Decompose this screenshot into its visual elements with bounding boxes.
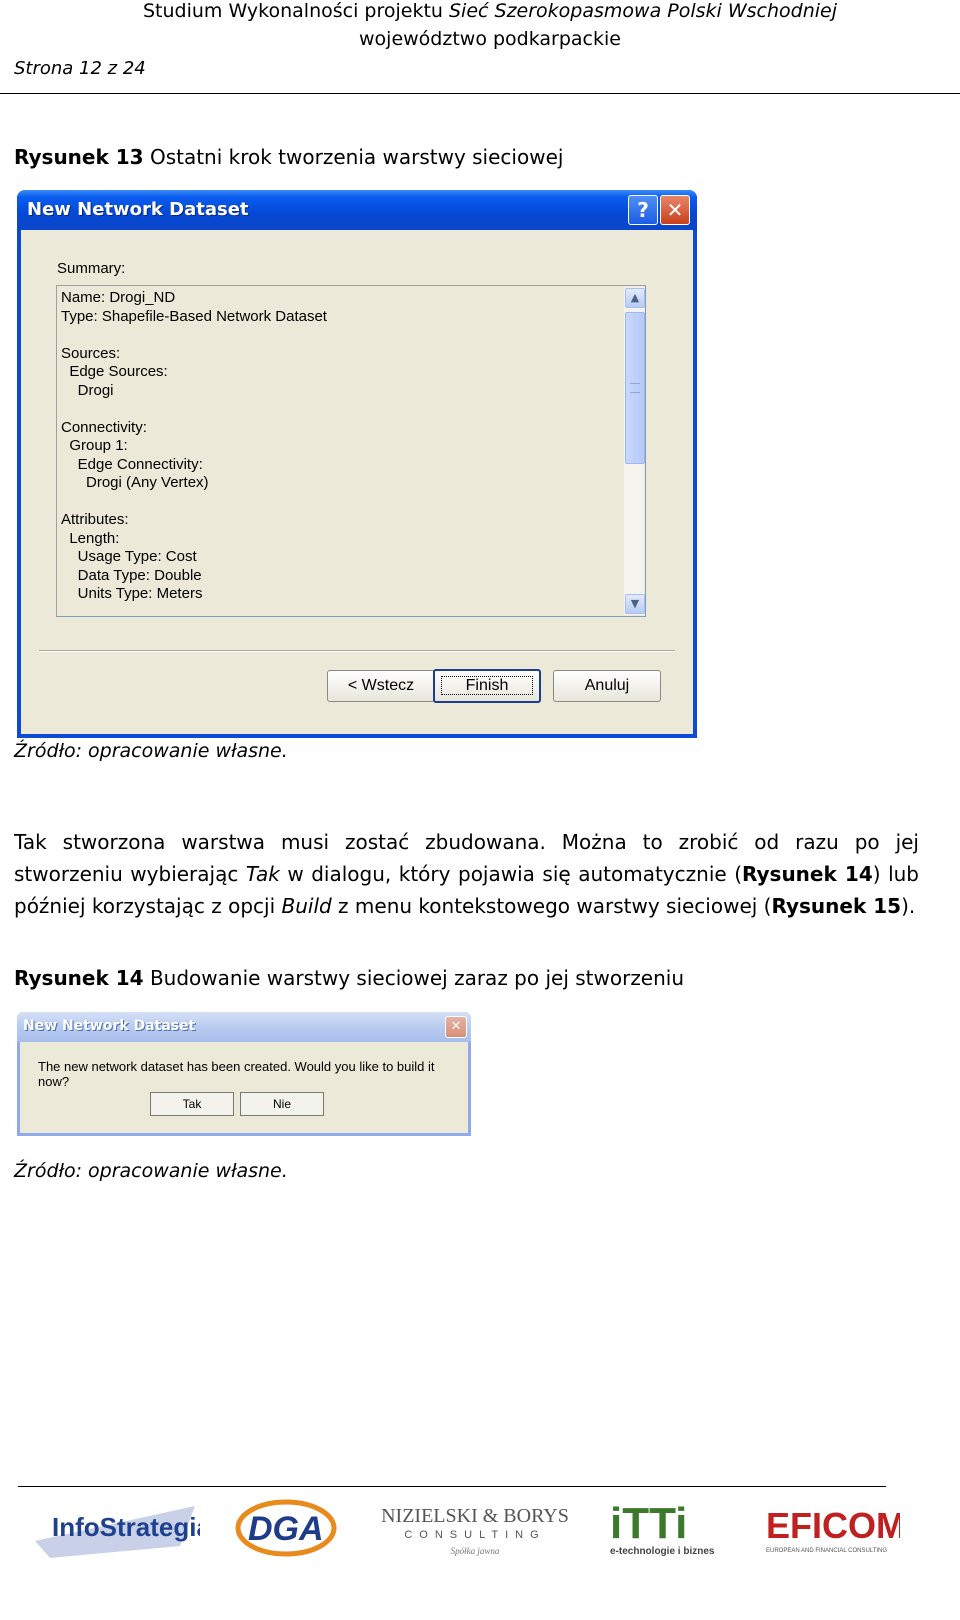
itti-logo	[606, 1496, 730, 1560]
svg-text:iTTi: iTTi	[610, 1499, 688, 1548]
summary-text: Name: Drogi_ND Type: Shapefile-Based Network Dataset Sources: Edge Sources: Drogi Connectivity: Group 1: Edge Connectivity: Drogi (Any Vertex) Attributes: Length: Usage Type: Cost Data Type: Double Units Type: Meters	[61, 289, 327, 602]
svg-text:e-technologie i biznes: e-technologie i biznes	[610, 1546, 715, 1557]
infostrategia-logo	[30, 1496, 200, 1560]
figure-13-source: Źródło: opracowanie własne.	[14, 740, 288, 762]
footer-divider	[18, 1486, 886, 1487]
cancel-button[interactable]: Anuluj	[553, 670, 661, 702]
dialog2-body	[20, 1042, 468, 1133]
svg-text:EFICOM: EFICOM	[766, 1505, 900, 1546]
body-paragraph: Tak stworzona warstwa musi zostać zbudowana. Można to zrobić od razu po jej stworzeniu wybierając Tak w dialogu, który pojawia się automatycznie (Rysunek 14) lub później korzystając z opcji Build z menu kontekstowego warstwy sieciowej (Rysunek 15).	[14, 830, 919, 918]
figure-14-caption: Rysunek 14 Budowanie warstwy sieciowej zaraz po jej stworzeniu	[14, 966, 685, 990]
scroll-up-icon[interactable]: ▲	[625, 288, 645, 308]
figure-13-caption: Rysunek 13 Ostatni krok tworzenia warstwy sieciowej	[14, 145, 564, 169]
back-button[interactable]: < Wstecz	[327, 670, 435, 702]
summary-label: Summary:	[57, 260, 126, 277]
header-divider	[0, 93, 960, 94]
finish-button-label: Finish	[442, 677, 533, 694]
svg-text:CONSULTING: CONSULTING	[404, 1529, 546, 1541]
finish-button[interactable]	[433, 669, 541, 703]
scroll-down-icon[interactable]: ▼	[625, 594, 645, 614]
dialog2-titlebar[interactable]	[17, 1012, 471, 1042]
grip-icon	[630, 383, 640, 393]
svg-text:InfoStrategia: InfoStrategia	[52, 1512, 200, 1542]
dialog2-title: New Network Dataset	[23, 1018, 196, 1034]
nizielski-borys-logo	[374, 1496, 576, 1560]
dialog-title: New Network Dataset	[27, 199, 249, 220]
new-network-dataset-dialog	[17, 190, 697, 738]
page-number: Strona 12 z 24	[14, 58, 146, 79]
dialog-separator	[39, 650, 675, 652]
scroll-thumb[interactable]	[625, 312, 645, 464]
eficom-logo	[760, 1496, 900, 1560]
close-icon[interactable]: ✕	[445, 1016, 467, 1038]
dga-logo	[230, 1496, 342, 1560]
close-icon[interactable]: ✕	[660, 195, 690, 225]
dialog2-message: The new network dataset has been created. Would you like to build it now?	[38, 1059, 435, 1089]
figure-14-source: Źródło: opracowanie własne.	[14, 1160, 288, 1182]
dialog-titlebar[interactable]	[17, 190, 697, 230]
yes-button[interactable]: Tak	[150, 1092, 234, 1116]
dialog-body	[21, 230, 693, 734]
build-prompt-dialog	[17, 1012, 471, 1136]
help-icon[interactable]: ?	[628, 195, 658, 225]
header-region: województwo podkarpackie	[359, 28, 621, 50]
svg-text:EUROPEAN AND FINANCIAL CONSULT: EUROPEAN AND FINANCIAL CONSULTING	[766, 1548, 888, 1554]
svg-text:NIZIELSKI & BORYS: NIZIELSKI & BORYS	[381, 1505, 569, 1527]
header-title: Studium Wykonalności projektu Sieć Szerokopasmowa Polski Wschodniej	[142, 0, 837, 22]
summary-textbox[interactable]	[56, 285, 646, 617]
svg-text:Spółka jawna: Spółka jawna	[450, 1546, 500, 1556]
svg-text:DGA: DGA	[248, 1510, 324, 1548]
no-button[interactable]: Nie	[240, 1092, 324, 1116]
summary-scrollbar[interactable]	[624, 287, 644, 615]
